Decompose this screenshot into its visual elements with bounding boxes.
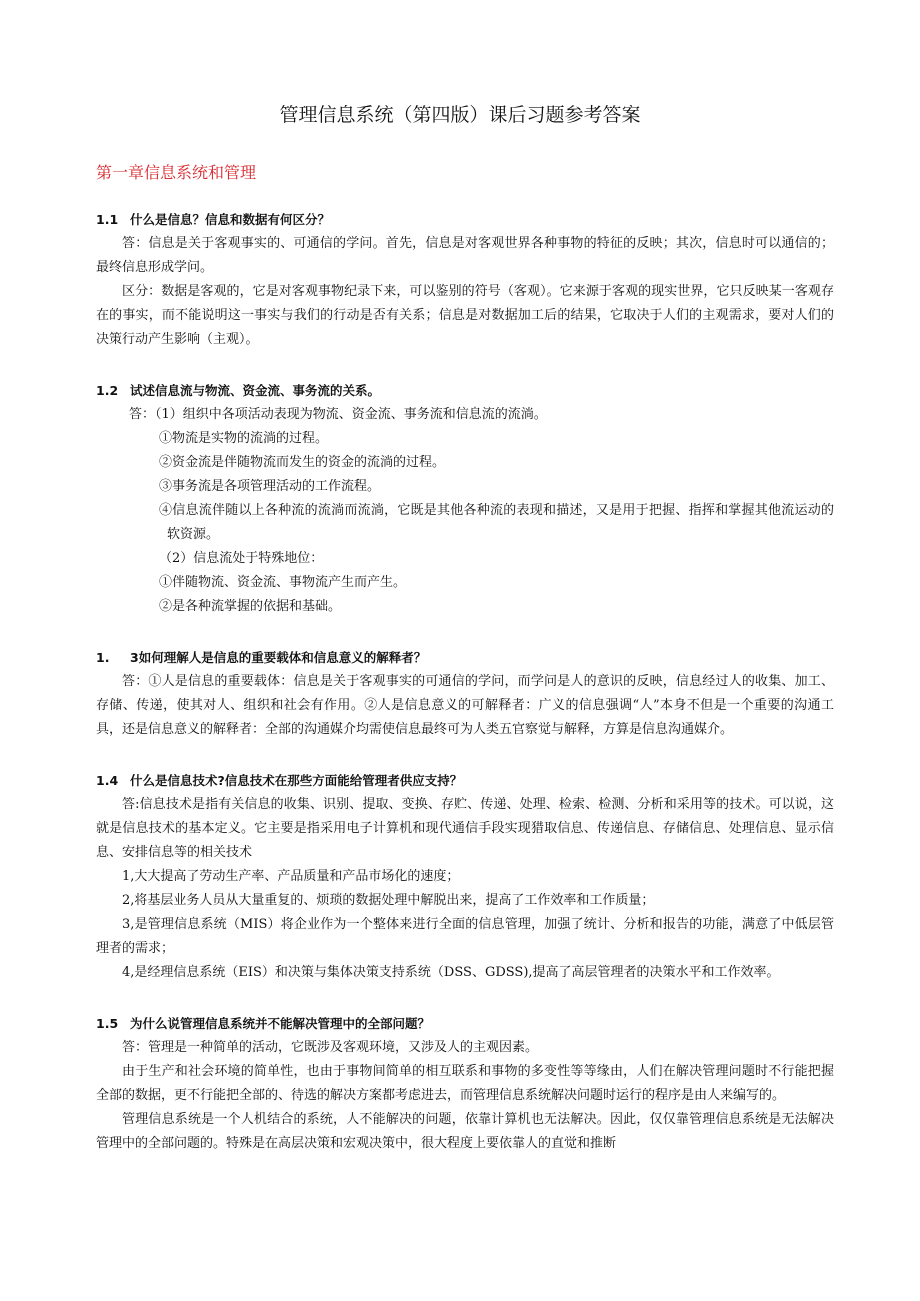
document-title: 管理信息系统（第四版）课后习题参考答案 <box>279 104 641 126</box>
answer-paragraph: 4,是经理信息系统（EIS）和决策与集体决策支持系统（DSS、GDSS),提高了高层管理者的决策水平和工作效率。 <box>122 965 780 980</box>
section-1-3 <box>96 646 834 742</box>
question-text: 什么是信息？信息和数据有何区分？ <box>130 212 331 227</box>
chapter-heading: 第一章信息系统和管理 <box>96 163 257 182</box>
question-text: 3如何理解人是信息的重要载体和信息意义的解释者？ <box>130 650 427 665</box>
answer-paragraph: 管理信息系统是一个人机结合的系统，人不能解决的问题，依靠计算机也无法解决。因此，仅仅靠管理信息系统是无法解决管理中的全部问题的。特殊是在高层决策和宏观决策中，很大程度上要依靠人的直觉和推断 <box>96 1112 834 1151</box>
question-number: 1.5 <box>96 1016 119 1031</box>
answer-paragraph: 1,大大提高了劳动生产率、产品质量和产品市场化的速度； <box>122 869 460 884</box>
question-number: 1. <box>96 650 110 665</box>
question-number: 1.1 <box>96 212 119 227</box>
section-1-1 <box>96 208 834 352</box>
answer-list-item: ④信息流伴随以上各种流的流淌而流淌，它既是其他各种流的表现和描述，又是用于把握、指挥和掌握其他流运动的软资源。 <box>159 503 834 542</box>
question-heading <box>96 646 834 670</box>
question-heading <box>96 379 834 403</box>
answer-paragraph: 由于生产和社会环境的简单性，也由于事物间简单的相互联系和事物的多变性等等缘由，人们在解决管理问题时不行能把握全部的数据，更不行能把全部的、待选的解决方案都考虑进去，而管理信息系统解决问题时运行的程序是由人来编写的。 <box>96 1064 834 1103</box>
section-1-5 <box>96 1012 834 1156</box>
answer-paragraph: 答:信息技术是指有关信息的收集、识别、提取、变换、存贮、传递、处理、检索、检测、分析和采用等的技术。可以说，这就是信息技术的基本定义。它主要是指采用电子计算机和现代通信手段实现猎取信息、传递信息、存储信息、处理信息、显示信息、安排信息等的相关技术 <box>96 797 834 860</box>
question-heading <box>96 769 834 793</box>
question-text: 什么是信息技术?信息技术在那些方面能给管理者供应支持？ <box>130 773 463 788</box>
question-heading <box>96 1012 834 1036</box>
answer-list-item: ②资金流是伴随物流而发生的资金的流淌的过程。 <box>159 455 446 470</box>
answer-paragraph: 答：信息是关于客观事实的、可通信的学问。首先，信息是对客观世界各种事物的特征的反映；其次，信息时可以通信的；最终信息形成学问。 <box>96 236 834 275</box>
question-text: 为什么说管理信息系统并不能解决管理中的全部问题？ <box>130 1016 431 1031</box>
question-number: 1.2 <box>96 383 119 398</box>
document-body <box>96 208 834 1183</box>
section-1-2 <box>96 379 834 619</box>
answer-list-item: ②是各种流掌握的依据和基础。 <box>159 599 342 614</box>
answer-paragraph: 答：①人是信息的重要载体：信息是关于客观事实的可通信的学问，而学问是人的意识的反映，信息经过人的收集、加工、存储、传递，使其对人、组织和社会有作用。②人是信息意义的可解释者：广义的信息强调“人”本身不但是一个重要的沟通工具，还是信息意义的解释者：全部的沟通媒介均需使信息最终可为人类五官察觉与解释，方算是信息沟通媒介。 <box>96 674 834 737</box>
answer-line: （2）信息流处于特殊地位： <box>159 551 324 566</box>
answer-paragraph: 区分：数据是客观的，它是对客观事物纪录下来，可以鉴别的符号（客观）。它来源于客观的现实世界，它只反映某一客观存在的事实，而不能说明这一事实与我们的行动是否有关系；信息是对数据加工后的结果，它取决于人们的主观需求，要对人们的决策行动产生影响（主观）。 <box>96 284 834 347</box>
question-number: 1.4 <box>96 773 119 788</box>
question-text: 试述信息流与物流、资金流、事务流的关系。 <box>130 383 381 398</box>
answer-list-item: ③事务流是各项管理活动的工作流程。 <box>159 479 381 494</box>
answer-paragraph: 2,将基层业务人员从大量重复的、烦琐的数据处理中解脱出来，提高了工作效率和工作质量； <box>122 893 655 908</box>
answer-list-item: ①物流是实物的流淌的过程。 <box>159 431 329 446</box>
answer-paragraph: 3,是管理信息系统（MIS）将企业作为一个整体来进行全面的信息管理，加强了统计、分析和报告的功能，满意了中低层管理者的需求； <box>96 917 834 956</box>
answer-list-item: ①伴随物流、资金流、事物流产生而产生。 <box>159 575 407 590</box>
question-heading <box>96 208 834 232</box>
section-1-4 <box>96 769 834 985</box>
answer-line: 答：（1）组织中各项活动表现为物流、资金流、事务流和信息流的流淌。 <box>129 407 547 422</box>
answer-paragraph: 答：管理是一种简单的活动，它既涉及客观环境，又涉及人的主观因素。 <box>122 1040 539 1055</box>
